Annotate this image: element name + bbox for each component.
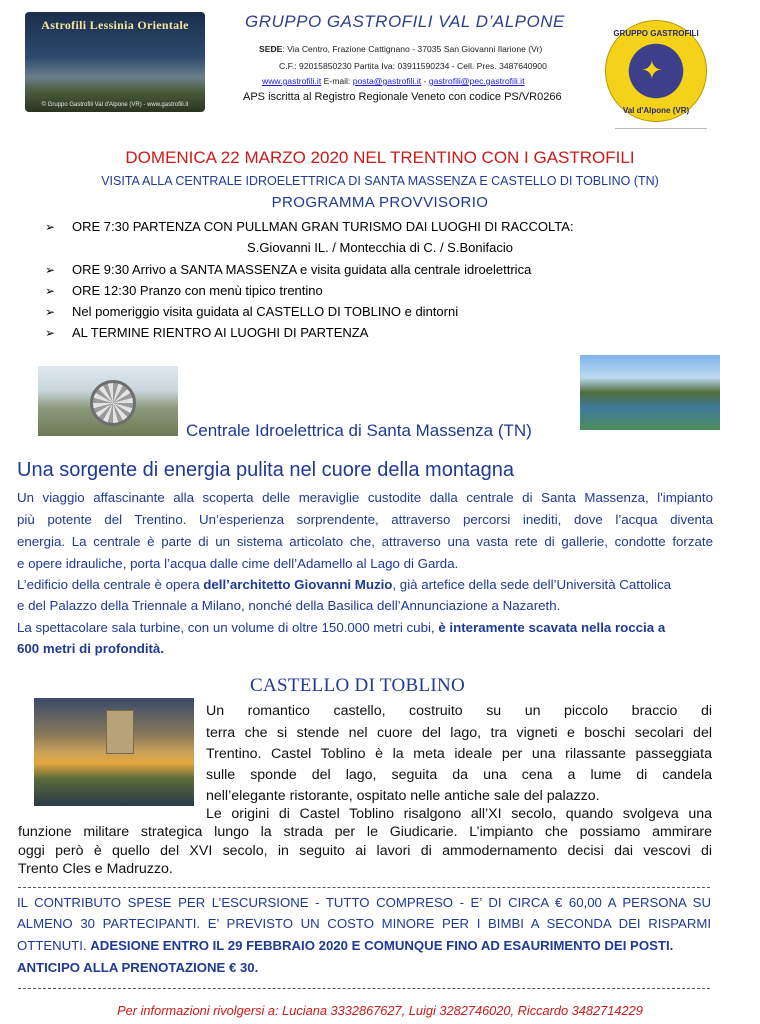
text-line: Un viaggio affascinante alla scoperta delle meraviglie custodite dalla centrale di Santa Massenza, l'impianto [17, 490, 713, 505]
centrale-text-line [17, 490, 713, 505]
gastrofili-logo [605, 20, 707, 122]
logo-right-bottom: Val d'Alpone (VR) [622, 106, 690, 115]
text-line: funzione militare strategica lungo la strada per le Giudicarie. L’impianto che possiamo ammirare [18, 824, 712, 840]
program-item-text: Nel pomeriggio visita guidata al CASTELLO DI TOBLINO e dintorni [72, 304, 459, 319]
text-line: sulle sponde del lago, seguita da una cena a lume di candela [206, 767, 712, 783]
deadline-text: ADESIONE ENTRO IL 29 FEBBRAIO 2020 E COMUNQUE FINO AD ESAURIMENTO DEI POSTI. [90, 938, 674, 953]
booking-line [17, 916, 711, 931]
event-subtitle: VISITA ALLA CENTRALE IDROELETTRICA DI SANTA MASSENZA E CASTELLO DI TOBLINO (TN) [101, 174, 659, 188]
arrow-bullet-icon: ➢ [45, 284, 56, 298]
program-item [45, 262, 531, 277]
castello-text-line [18, 843, 712, 859]
highlight-text: 600 metri di profondità. [17, 641, 165, 656]
centrale-text-line [17, 512, 713, 527]
centrale-text-line [17, 641, 164, 656]
text-line: oggi però è quello del XVI secolo, in seguito ai lavori di ammodernamento decisi dai vescovi di [18, 843, 712, 859]
turbine-icon [90, 380, 136, 426]
email-separator: - [421, 76, 429, 86]
sede-label: SEDE [259, 44, 283, 54]
header-divider [615, 128, 707, 129]
arrow-bullet-icon: ➢ [45, 305, 56, 319]
castello-text-line [206, 806, 712, 822]
highlight-text: è interamente scavata nella roccia a [438, 620, 666, 635]
text-run: , già artefice della sede dell’Università Cattolica [392, 577, 672, 592]
lake-photo [580, 355, 720, 430]
org-title: GRUPPO GASTROFILI VAL D’ALPONE [245, 12, 565, 31]
booking-line [17, 960, 258, 975]
centrale-text-line: e del Palazzo della Triennale a Milano, nonché della Basilica dell’Annunciazione a Nazareth. [17, 598, 561, 613]
logo-right-top: GRUPPO GASTROFILI [613, 29, 699, 38]
dashed-divider [18, 887, 710, 888]
email-label: E-mail: [321, 76, 353, 86]
centrale-text-line [17, 620, 665, 635]
text-line: Trentino. Castel Toblino è la meta ideale per una rilassante passeggiata [206, 746, 712, 762]
deposit-text: ANTICIPO ALLA PRENOTAZIONE € 30. [17, 960, 259, 975]
program-item-continuation: S.Giovanni IL. / Montecchia di C. / S.Bonifacio [247, 240, 513, 255]
centrale-caption: Centrale Idroelettrica di Santa Massenza (TN) [186, 421, 532, 440]
arrow-bullet-icon: ➢ [45, 220, 56, 234]
logo-left-caption: © Gruppo Gastrofili Val d'Alpone (VR) - www.gastrofili.it [41, 102, 189, 108]
castello-text-line [206, 746, 712, 762]
header-sede [259, 44, 542, 54]
pec-email-link[interactable]: gastrofili@pec.gastrofili.it [428, 76, 525, 86]
castello-text-line [206, 767, 712, 783]
telescope-icon: ✦ [641, 55, 663, 85]
centrale-text-line: e opere idrauliche, porta l’acqua dalle cime dell’Adamello al Lago di Garda. [17, 556, 459, 571]
program-item [45, 325, 368, 340]
castello-text-line [18, 824, 712, 840]
castle-photo [34, 698, 194, 806]
castello-heading: CASTELLO DI TOBLINO [250, 675, 466, 696]
program-item [45, 304, 458, 319]
turbine-photo [38, 366, 178, 436]
text-run: L’edificio della centrale è opera [17, 577, 204, 592]
program-item-text: AL TERMINE RIENTRO AI LUOGHI DI PARTENZA [72, 325, 369, 340]
sede-text: : Via Centro, Frazione Cattignano - 37035 San Giovanni Ilarione (Vr) [282, 44, 543, 54]
program-item-text: ORE 9:30 Arrivo a SANTA MASSENZA e visita guidata alla centrale idroelettrica [72, 262, 532, 277]
centrale-heading: Una sorgente di energia pulita nel cuore della montagna [17, 459, 515, 481]
castello-text-line: nell’elegante ristorante, ospitato nelle antiche sale del palazzo. [206, 788, 600, 804]
text-run: OTTENUTI. [17, 938, 91, 953]
booking-line [17, 895, 711, 910]
text-run: La spettacolare sala turbine, con un volume di oltre 150.000 metri cubi, [17, 620, 439, 635]
castello-text-line: Trento Cles e Madruzzo. [18, 861, 173, 877]
registration-note: APS iscritta al Registro Regionale Veneto con codice PS/VR0266 [243, 91, 562, 103]
program-item [45, 283, 323, 298]
castello-text-line [206, 703, 712, 719]
text-line: IL CONTRIBUTO SPESE PER L’ESCURSIONE - TUTTO COMPRESO - E’ DI CIRCA € 60,00 A PERSONA SU [17, 895, 711, 910]
program-item-text: ORE 12:30 Pranzo con menù tipico trentino [72, 283, 323, 298]
header-contacts [262, 76, 524, 86]
event-title: DOMENICA 22 MARZO 2020 NEL TRENTINO CON I GASTROFILI [125, 148, 635, 167]
booking-line [17, 938, 673, 953]
program-item [45, 219, 574, 234]
email-link[interactable]: posta@gastrofili.it [352, 76, 422, 86]
text-line: più potente del Trentino. Un’esperienza sorprendente, attraverso percorsi inediti, dove l’acqua diventa [17, 512, 713, 527]
arrow-bullet-icon: ➢ [45, 263, 56, 277]
text-line: Un romantico castello, costruito su un piccolo braccio di [206, 703, 712, 719]
header-cf: C.F.: 92015850230 Partita Iva: 03911590234 - Cell. Pres. 3487640900 [279, 61, 547, 71]
castle-tower-icon [106, 710, 134, 754]
website-link[interactable]: www.gastrofili.it [262, 76, 322, 86]
text-line: terra che si stende nel cuore del lago, tra vigneti e boschi secolari del [206, 725, 712, 741]
program-label: PROGRAMMA PROVVISORIO [271, 194, 489, 211]
castello-text-line [206, 725, 712, 741]
architect-name: dell’architetto Giovanni Muzio [203, 577, 393, 592]
text-line: ALMENO 30 PARTECIPANTI. E’ PREVISTO UN COSTO MINORE PER I BIMBI A SECONDA DEI RISPARMI [17, 916, 711, 931]
centrale-text-line [17, 534, 713, 549]
astrofili-logo [25, 12, 205, 112]
text-line: Le origini di Castel Toblino risalgono all’XI secolo, quando svolgeva una [206, 806, 712, 822]
arrow-bullet-icon: ➢ [45, 326, 56, 340]
dashed-divider [18, 988, 710, 989]
centrale-text-line [17, 577, 671, 592]
program-item-text: ORE 7:30 PARTENZA CON PULLMAN GRAN TURISMO DAI LUOGHI DI RACCOLTA: [72, 219, 574, 234]
text-line: energia. La centrale è parte di un sistema articolato che, attraverso una vasta rete di gallerie, condotte forzate [17, 534, 713, 549]
footer-contacts: Per informazioni rivolgersi a: Luciana 3332867627, Luigi 3282746020, Riccardo 3482714229 [117, 1003, 643, 1018]
logo-left-title: Astrofili Lessinia Orientale [41, 18, 189, 32]
